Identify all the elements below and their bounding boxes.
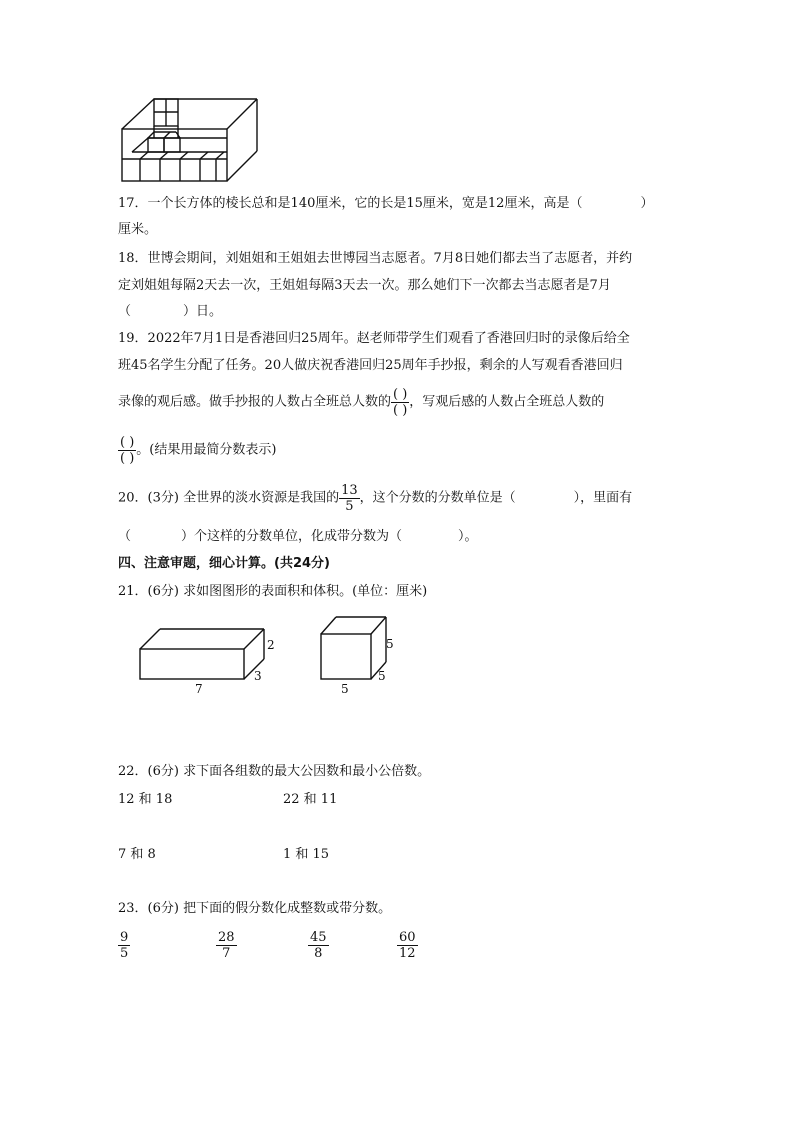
cube-stack-figure — [118, 96, 263, 186]
improper-fraction: $\frac{28}{7}$ — [218, 930, 235, 961]
question-19-line4: $\frac{( )}{( )}$ 。(结果用最简分数表示) — [120, 435, 277, 466]
question-21-text: 21．(6分) 求如图图形的表面积和体积。(单位：厘米) — [118, 584, 428, 599]
answer-fraction-blank[interactable]: $\frac{( )}{( )}$ — [393, 387, 408, 418]
improper-fraction: $\frac{60}{12}$ — [399, 930, 416, 961]
improper-fraction: $\frac{45}{8}$ — [310, 930, 327, 961]
section-4-heading: 四、注意审题，细心计算。(共24分) — [118, 556, 330, 571]
cube-height-label: 5 — [386, 637, 394, 651]
cube-figure — [316, 612, 406, 697]
number-pair: 22 和 11 — [283, 792, 338, 807]
number-pair: 12 和 18 — [118, 792, 173, 807]
question-19-line2: 班45名学生分配了任务。20人做庆祝香港回归25周年手抄报，剩余的人写观看香港回归 — [118, 358, 623, 373]
number-pair: 1 和 15 — [283, 847, 330, 862]
cuboid-height-label: 2 — [267, 638, 275, 652]
question-20-line1: 20．(3分) 全世界的淡水资源是我国的 $\frac{13}{5}$ ，这个分数的分数单位是（ ），里面有 — [118, 483, 633, 514]
cuboid-length-label: 7 — [195, 682, 203, 696]
number-pair: 7 和 8 — [118, 847, 156, 862]
cuboid-width-label: 3 — [254, 669, 262, 683]
question-19-line1: 19．2022年7月1日是香港回归25周年。赵老师带学生们观看了香港回归时的录像后给全 — [118, 331, 630, 346]
answer-fraction-blank[interactable]: $\frac{( )}{( )}$ — [120, 435, 135, 466]
question-17-text: 17．一个长方体的棱长总和是140厘米，它的长是15厘米，宽是12厘米，高是（ — [118, 196, 583, 211]
fraction-13-5: $\frac{13}{5}$ — [341, 483, 358, 514]
question-17-line2: 厘米。 — [118, 222, 158, 237]
question-18-line1: 18．世博会期间，刘姐姐和王姐姐去世博园当志愿者。7月8日她们都去当了志愿者，并约 — [118, 251, 633, 266]
question-18-line2: 定刘姐姐每隔2天去一次，王姐姐每隔3天去一次。那么她们下一次都去当志愿者是7月 — [118, 278, 611, 293]
cube-front-label: 5 — [341, 682, 349, 696]
cube-side-label: 5 — [378, 669, 386, 683]
cuboid-figure — [135, 624, 285, 699]
question-18-line3: （ ）日。 — [118, 304, 223, 319]
question-17: 17．一个长方体的棱长总和是140厘米，它的长是15厘米，宽是12厘米，高是（ ） — [118, 196, 654, 211]
question-23-text: 23．(6分) 把下面的假分数化成整数或带分数。 — [118, 901, 392, 916]
question-20-line2: （ ）个这样的分数单位，化成带分数为（ ）。 — [118, 529, 478, 544]
question-22-text: 22．(6分) 求下面各组数的最大公因数和最小公倍数。 — [118, 764, 431, 779]
improper-fraction: $\frac{9}{5}$ — [120, 930, 129, 961]
question-19-line3: 录像的观后感。做手抄报的人数占全班总人数的 $\frac{( )}{( )}$ ，写观后感的人数占全班总人数的 — [118, 387, 605, 418]
